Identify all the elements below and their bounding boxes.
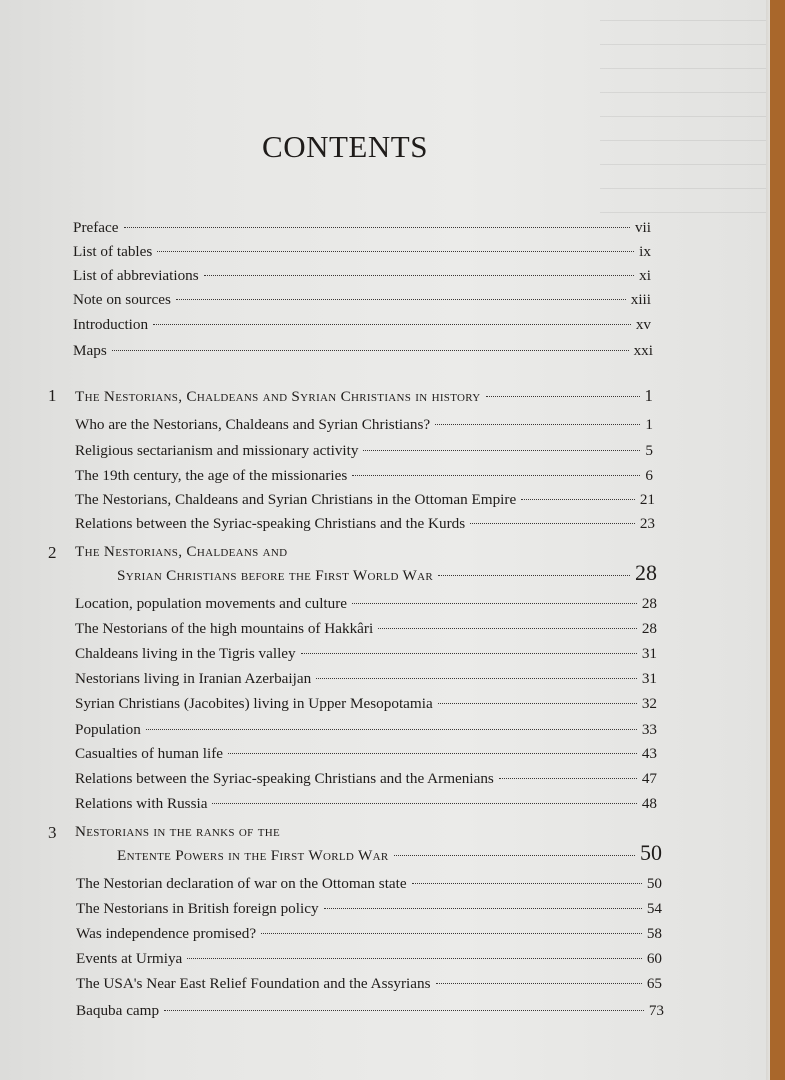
dot-leader [378, 628, 637, 629]
toc-page-number: 6 [645, 467, 653, 484]
dot-leader [146, 729, 637, 730]
toc-section[interactable] [75, 490, 655, 510]
toc-section[interactable] [76, 874, 662, 894]
dot-leader [112, 350, 629, 351]
toc-entry-label: Events at Urmiya [76, 950, 183, 967]
toc-section[interactable] [75, 769, 657, 789]
toc-entry-label: The Nestorians, Chaldeans and Syrian Christians in the Ottoman Empire [75, 491, 517, 508]
toc-page-number: 31 [641, 645, 657, 662]
toc-page-number: 32 [641, 695, 657, 712]
dot-leader [301, 653, 637, 654]
toc-page-number: 28 [641, 620, 657, 637]
page-edge [766, 0, 770, 1080]
toc-entry-label: The USA's Near East Relief Foundation and the Assyrians [76, 975, 431, 992]
toc-page-number: 1 [645, 416, 653, 433]
chapter-number: 3 [48, 823, 57, 842]
dot-leader [436, 983, 642, 984]
toc-entry-note-on-sources[interactable] [73, 290, 651, 310]
dot-leader [176, 299, 626, 300]
dot-leader [204, 275, 634, 276]
toc-page-number: 50 [646, 875, 662, 892]
toc-entry-label: Introduction [73, 316, 149, 333]
toc-page-number: xxi [633, 342, 653, 359]
toc-section[interactable] [75, 694, 657, 714]
toc-chapter-1[interactable] [75, 386, 653, 407]
toc-section[interactable] [75, 669, 657, 689]
dot-leader [499, 778, 637, 779]
toc-section[interactable] [75, 415, 653, 435]
chapter-title-line1: Nestorians in the ranks of the [75, 823, 280, 840]
dot-leader [324, 908, 642, 909]
dot-leader [412, 883, 642, 884]
toc-page-number: 33 [641, 721, 657, 738]
dot-leader [486, 396, 640, 397]
dot-leader [352, 603, 637, 604]
toc-page-number: 47 [641, 770, 657, 787]
chapter-page-number: 28 [635, 560, 657, 585]
toc-entry-label: List of tables [73, 243, 153, 260]
chapter-title-line1: The Nestorians, Chaldeans and [75, 543, 288, 560]
toc-page-number: ix [639, 243, 651, 260]
toc-page-number: 28 [641, 595, 657, 612]
toc-section[interactable] [75, 720, 657, 740]
toc-entry-label: The Nestorian declaration of war on the Ottoman state [76, 875, 407, 892]
toc-entry-label: Baquba camp [76, 1002, 160, 1019]
toc-entry-label: Note on sources [73, 291, 171, 308]
toc-entry-label: The 19th century, the age of the missionaries [75, 467, 348, 484]
chapter-title-line2: Entente Powers in the First World War [117, 847, 389, 864]
toc-entry-preface[interactable] [73, 218, 651, 238]
dot-leader [352, 475, 640, 476]
dot-leader [521, 499, 635, 500]
dot-leader [124, 227, 630, 228]
toc-page-number: 48 [641, 795, 657, 812]
bleed-through-text [600, 0, 770, 230]
toc-entry-label: Religious sectarianism and missionary activity [75, 442, 359, 459]
chapter-title: The Nestorians, Chaldeans and Syrian Christians in history [75, 388, 481, 405]
toc-entry-label: List of abbreviations [73, 267, 199, 284]
toc-section[interactable] [75, 794, 657, 814]
toc-page-number: 31 [641, 670, 657, 687]
toc-section[interactable] [75, 441, 653, 461]
toc-section[interactable] [76, 949, 662, 969]
toc-entry-maps[interactable] [73, 341, 653, 361]
toc-entry-label: Relations between the Syriac-speaking Christians and the Armenians [75, 770, 494, 787]
toc-page-number: 60 [646, 950, 662, 967]
toc-entry-label: Location, population movements and culture [75, 595, 348, 612]
toc-page-number: 5 [645, 442, 653, 459]
toc-section[interactable] [75, 466, 653, 486]
toc-section[interactable] [75, 619, 657, 639]
toc-section[interactable] [76, 924, 662, 944]
toc-section[interactable] [76, 899, 662, 919]
toc-chapter-2[interactable] [117, 560, 657, 586]
chapter-number: 2 [48, 543, 57, 562]
dot-leader [228, 753, 637, 754]
toc-entry-label: Who are the Nestorians, Chaldeans and Syrian Christians? [75, 416, 431, 433]
toc-section[interactable] [76, 1001, 664, 1021]
chapter-page-number: 50 [640, 840, 662, 865]
toc-entry-label: Was independence promised? [76, 925, 257, 942]
toc-page-number: 21 [639, 491, 655, 508]
toc-page-number: 65 [646, 975, 662, 992]
dot-leader [187, 958, 642, 959]
toc-entry-label: The Nestorians of the high mountains of Hakkâri [75, 620, 374, 637]
toc-page-number: 23 [639, 515, 655, 532]
dot-leader [470, 523, 635, 524]
dot-leader [157, 251, 634, 252]
toc-entry-label: The Nestorians in British foreign policy [76, 900, 319, 917]
toc-section[interactable] [75, 594, 657, 614]
toc-entry-label: Maps [73, 342, 107, 359]
dot-leader [212, 803, 636, 804]
dot-leader [438, 575, 630, 576]
toc-entry-label: Syrian Christians (Jacobites) living in Upper Mesopotamia [75, 695, 433, 712]
toc-page-number: xv [635, 316, 651, 333]
toc-entry-label: Nestorians living in Iranian Azerbaijan [75, 670, 312, 687]
page-title: CONTENTS [262, 128, 428, 164]
toc-section[interactable] [76, 974, 662, 994]
chapter-page-number: 1 [644, 386, 653, 405]
dot-leader [435, 424, 640, 425]
toc-entry-label: Population [75, 721, 141, 738]
toc-page-number: 58 [646, 925, 662, 942]
toc-entry-label: Chaldeans living in the Tigris valley [75, 645, 296, 662]
toc-page-number: vii [634, 219, 651, 236]
toc-page-number: 73 [648, 1002, 664, 1019]
toc-page-number: 43 [641, 745, 657, 762]
dot-leader [316, 678, 637, 679]
toc-section[interactable] [75, 744, 657, 764]
chapter-title-line2: Syrian Christians before the First World War [117, 567, 434, 584]
toc-section[interactable] [75, 514, 655, 534]
toc-entry-list-of-abbreviations[interactable] [73, 266, 651, 286]
toc-entry-label: Casualties of human life [75, 745, 224, 762]
toc-entry-label: Relations with Russia [75, 795, 208, 812]
dot-leader [153, 324, 631, 325]
dot-leader [394, 855, 636, 856]
chapter-number: 1 [48, 386, 57, 405]
toc-page-number: xi [639, 267, 651, 284]
dot-leader [261, 933, 642, 934]
toc-section[interactable] [75, 644, 657, 664]
toc-page-number: xiii [630, 291, 651, 308]
toc-page-number: 54 [646, 900, 662, 917]
toc-chapter-3[interactable] [117, 840, 662, 866]
dot-leader [363, 450, 640, 451]
dot-leader [164, 1010, 644, 1011]
dot-leader [438, 703, 637, 704]
toc-entry-introduction[interactable] [73, 315, 651, 335]
toc-entry-label: Preface [73, 219, 119, 236]
toc-entry-label: Relations between the Syriac-speaking Christians and the Kurds [75, 515, 466, 532]
toc-entry-list-of-tables[interactable] [73, 242, 651, 262]
